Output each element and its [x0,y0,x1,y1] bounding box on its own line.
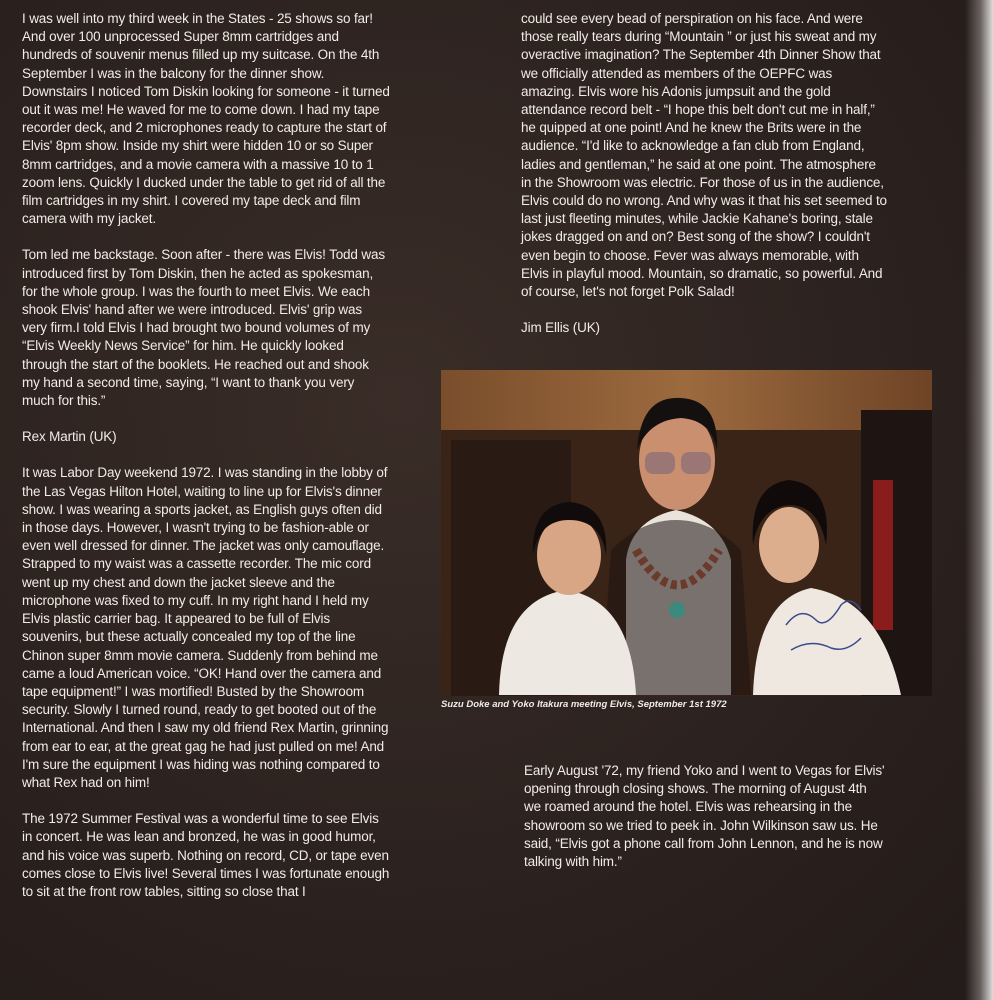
right-column-bottom [524,762,886,889]
paragraph-summer-festival: The 1972 Summer Festival was a wonderful time to see Elvis in concert. He was lean and bronzed, he was in good humor, and his voice was superb. Nothing on record, CD, or tape even comes close to Elvis live! Several times I was fortunate enough to sit at the front row tables, sitting so close that I [22,811,390,899]
page-edge [965,0,993,1000]
right-column-top [521,10,887,355]
author-rex-martin: Rex Martin (UK) [22,429,117,445]
paragraph-labor-day: It was Labor Day weekend 1972. I was standing in the lobby of the Las Vegas Hilton Hotel, waiting to line up for Elvis's dinner show. I was wearing a sports jacket, as English guys often did in those days. However, I wasn't trying to be fashion-able or even well dressed for dinner. The jacket was only camouflage. Strapped to my waist was a cassette recorder. The mic cord went up my chest and down the jacket sleeve and the microphone was fixed to my cuff. In my right hand I held my Elvis plastic carrier bag. It appeared to be full of Elvis souvenirs, but these actually concealed my top of the line Chinon super 8mm movie camera. Suddenly from behind me came a loud American voice. “OK! Hand over the camera and tape equipment!” I was mortified! Busted by the Showroom security. Slowly I turned round, ready to get booted out of the International. And then I saw my old friend Rex Martin, grinning from ear to ear, at the great gag he had just pulled on me! And I'm sure the equipment I was hiding was nothing compared to what Rex had on him! [22,465,389,790]
photo-elvis-with-fans [441,370,932,696]
author-jim-ellis: Jim Ellis (UK) [521,320,600,336]
paragraph-meeting-elvis: Tom led me backstage. Soon after - there was Elvis! Todd was introduced first by Tom Diskin, then he acted as spokesman, for the whole group. I was the fourth to meet Elvis. We each shook Elvis' hand after we were introduced. Elvis' grip was very firm.I told Elvis I had brought two bound volumes of my “Elvis Weekly News Service” for him. He quickly looked through the start of the booklets. He reached out and shook my hand a second time, saying, “I want to thank you very much for this.” [22,247,385,409]
left-column [22,10,390,919]
paragraph-dinner-show: could see every bead of perspiration on his face. And were those really tears during “Mountain ” or just his sweat and my overactive imagination? The September 4th Dinner Show that we officially attended as members of the OEPFC was amazing. Elvis wore his Adonis jumpsuit and the gold attendance record belt - “I hope this belt don't cut me in half,” he quipped at one point! And he knew the Brits were in the audience. “I'd like to acknowledge a fan club from England, ladies and gentleman,” he said at one point. The atmosphere in the Showroom was electric. For those of us in the audience, Elvis could do no wrong. And why was it that his set seemed to last just fleeting minutes, while Jackie Kahane's boring, stale jokes dragged on and on? Best song of the show? I couldn't even begin to choose. Fever was always memorable, with Elvis in playful mood. Mountain, so dramatic, so powerful. And of course, let's not forget Polk Salad! [521,11,887,300]
paragraph-early-august: Early August '72, my friend Yoko and I went to Vegas for Elvis' opening through closing shows. The morning of August 4th we roamed around the hotel. Elvis was rehearsing in the showroom so we tried to peek in. John Wilkinson saw us. He said, “Elvis got a phone call from John Lennon, and he is now talking with him.” [524,763,885,870]
paragraph-backstage-story: I was well into my third week in the States - 25 shows so far! And over 100 unprocessed Super 8mm cartridges and hundreds of souvenir menus filled up my suitcase. On the 4th September I was in the balcony for the dinner show. Downstairs I noticed Tom Diskin looking for someone - it turned out it was me! He waved for me to come down. I had my tape recorder deck, and 2 microphones ready to capture the start of Elvis' 8pm show. Inside my shirt were hidden 10 or so Super 8mm cartridges, and a movie camera with a massive 10 to 1 zoom lens. Quickly I ducked under the table to get rid of all the film cartridges in my shirt. I covered my tape deck and film camera with my jacket. [22,11,390,227]
photo-caption: Suzu Doke and Yoko Itakura meeting Elvis, September 1st 1972 [441,699,727,710]
